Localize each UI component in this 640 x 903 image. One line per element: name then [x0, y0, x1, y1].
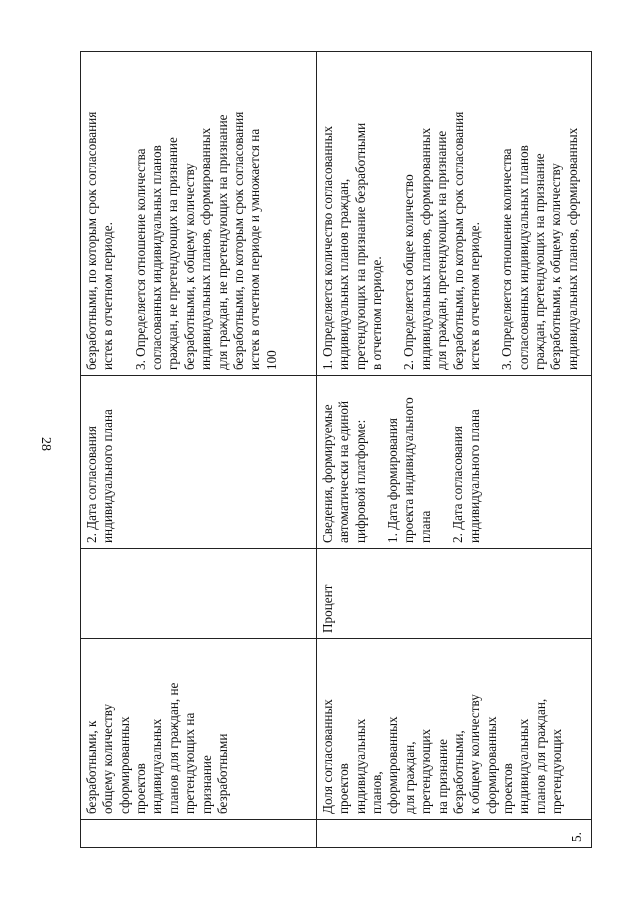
text-line: планов,: [369, 771, 385, 814]
text-line: планов для граждан,: [532, 698, 548, 814]
text-line: автоматически на единой: [336, 400, 352, 543]
table-row-indicator-5: [317, 52, 592, 848]
text-line: претендующих: [549, 728, 565, 814]
text-line: граждан, претендующих на признание: [531, 153, 547, 370]
text-line: 3. Определяется отношение количества: [132, 148, 148, 370]
rotated-table-wrapper: [80, 52, 592, 848]
source-cell: [81, 376, 317, 549]
indicator-name-cell: [81, 639, 317, 820]
text-line: претендующих на: [182, 712, 198, 814]
text-line: безработными, по которым срок согласования: [84, 111, 99, 370]
text-line: 1. Дата формирования: [385, 418, 401, 543]
text-line: сформированных: [385, 716, 401, 814]
paragraph-gap: [434, 381, 450, 543]
text-line: 1. Определяется количество согласованных: [320, 125, 335, 370]
text-line: сформированных: [116, 716, 132, 814]
text-line: Доля согласованных: [320, 699, 335, 814]
row-number-cell: 5.: [317, 820, 592, 848]
text-line: претендующих: [418, 728, 434, 814]
text-line: плана: [417, 510, 433, 543]
text-line: признание: [198, 755, 214, 814]
text-line: безработными: [214, 733, 230, 814]
text-line: проектов: [336, 763, 352, 814]
text-line: безработными, по которым срок согласования: [450, 111, 466, 370]
text-line: индивидуальных: [149, 718, 165, 814]
text-line: 2. Дата согласования: [84, 426, 99, 543]
text-line: индивидуального плана: [466, 409, 482, 543]
text-line: для граждан, не претендующих на признание: [214, 114, 230, 370]
text-line: индивидуальных: [352, 718, 368, 814]
paragraph-gap: [483, 57, 499, 370]
text-line: граждан, не претендующих на признание: [165, 137, 181, 370]
text-line: индивидуальных: [516, 718, 532, 814]
text-line: безработными, к общему количеству: [181, 163, 197, 370]
paragraph-gap: [385, 57, 401, 370]
text-line: индивидуального плана: [100, 409, 116, 543]
text-line: 2. Определяется общее количество: [401, 174, 417, 370]
text-line: индивидуальных планов, сформированных: [417, 127, 433, 370]
text-line: 3. Определяется отношение количества: [499, 148, 515, 370]
text-line: согласованных индивидуальных планов: [515, 145, 531, 370]
method-cell: [81, 52, 317, 376]
text-line: безработными, по которым срок согласования: [230, 111, 246, 370]
text-line: проекта индивидуального: [401, 397, 417, 543]
text-line: цифровой платформе:: [352, 419, 368, 543]
page-number: 28: [38, 437, 53, 451]
text-line: 100: [263, 350, 279, 370]
text-line: в отчетном периоде.: [369, 256, 385, 370]
text-line: к общему количеству: [467, 694, 483, 814]
text-line: для граждан,: [401, 741, 417, 814]
text-line: проектов: [133, 763, 149, 814]
table-row-continuation: [81, 52, 317, 848]
text-line: 2. Дата согласования: [450, 426, 466, 543]
text-line: безработными, к общему количеству: [548, 163, 564, 370]
unit-cell: [81, 549, 317, 639]
text-line: на признание: [434, 738, 450, 814]
text-line: согласованных индивидуальных планов: [149, 145, 165, 370]
text-line: индивидуальных планов, сформированных: [564, 127, 580, 370]
text-line: индивидуальных планов граждан,: [336, 178, 352, 370]
text-line: истек в отчетном периоде.: [100, 222, 116, 370]
text-line: планов для граждан, не: [165, 682, 181, 814]
source-cell: [317, 376, 592, 549]
text-line: проектов: [499, 763, 515, 814]
text-line: безработными,: [450, 730, 466, 814]
text-line: для граждан, претендующих на признание: [434, 130, 450, 370]
paragraph-gap: [369, 381, 385, 543]
text-line: общему количеству: [100, 703, 116, 814]
method-cell: [317, 52, 592, 376]
paragraph-gap: [117, 57, 133, 370]
text-line: Сведения, формируемые: [320, 404, 335, 543]
text-line: истек в отчетном периоде.: [466, 222, 482, 370]
indicator-name-cell: [317, 639, 592, 820]
text-line: претендующих на признание безработными: [352, 122, 368, 370]
text-line: истек в отчетном периоде и умножается на: [247, 128, 263, 370]
indicator-table: [80, 51, 592, 848]
unit-cell: Процент: [317, 549, 592, 639]
text-line: сформированных: [483, 716, 499, 814]
text-line: индивидуальных планов, сформированных: [198, 127, 214, 370]
text-line: безработными, к: [84, 720, 99, 814]
row-number-cell: [81, 820, 317, 848]
